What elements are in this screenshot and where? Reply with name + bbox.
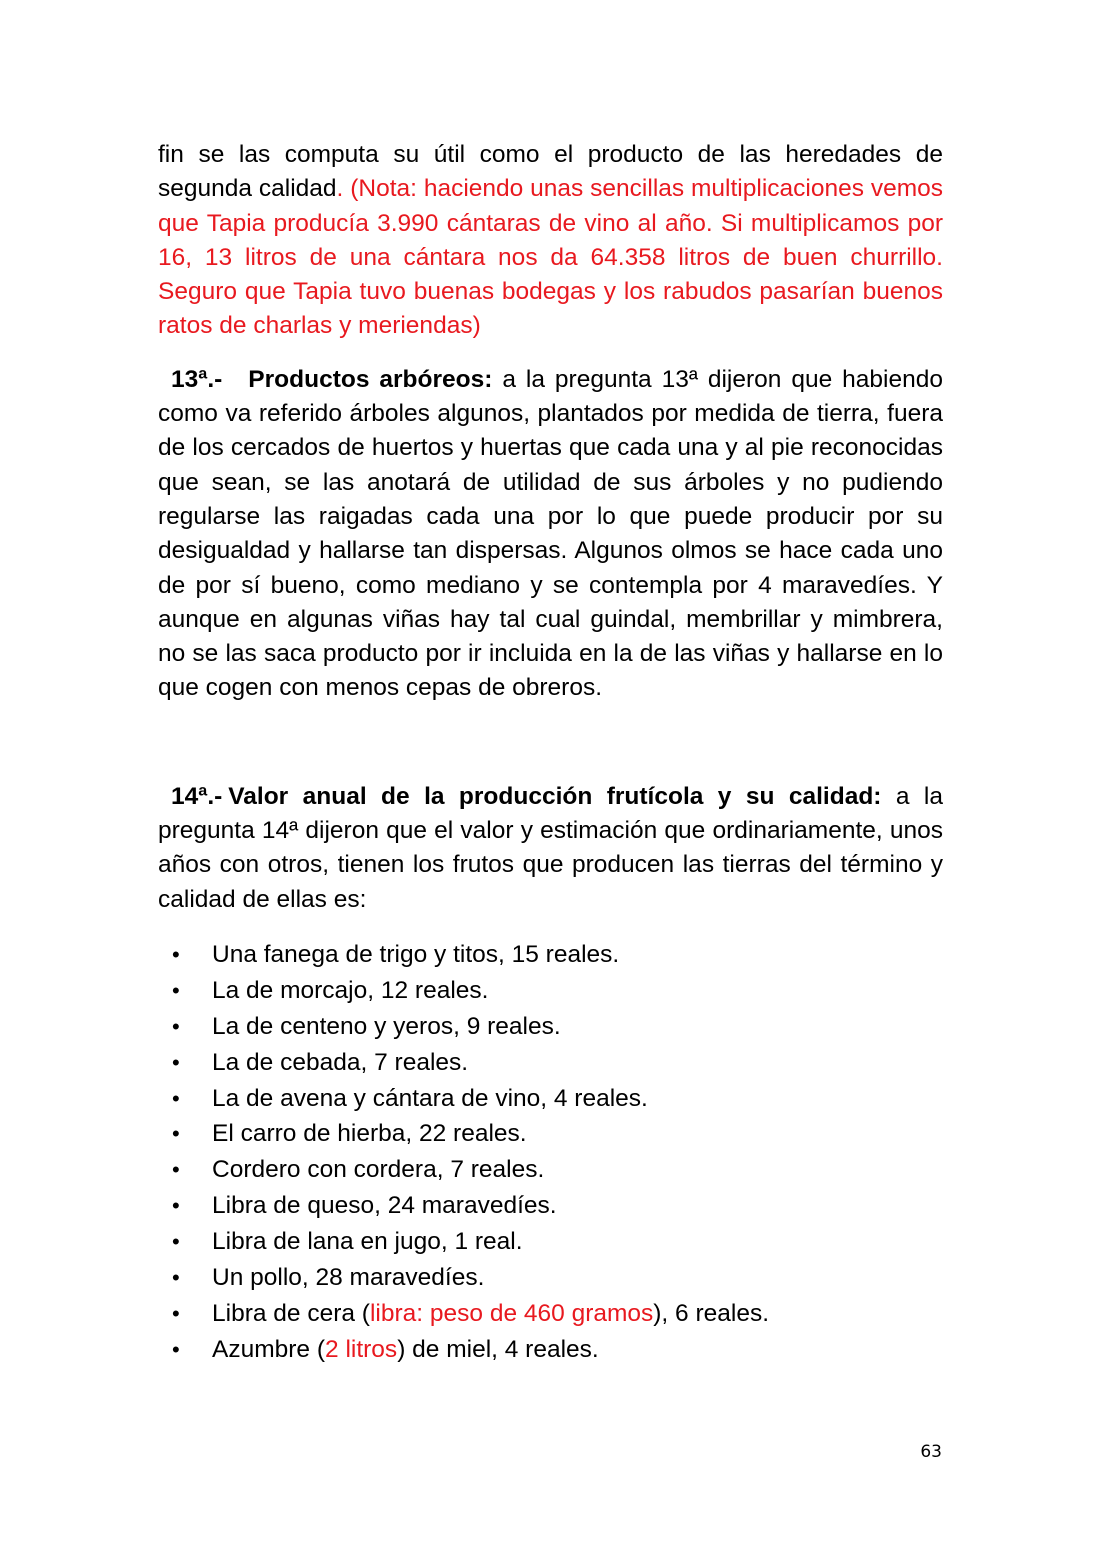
bullet-icon: • [172, 977, 180, 1003]
list-item-note: libra: peso de 460 gramos [369, 1300, 654, 1327]
list-item-text: La de centeno y yeros, 9 reales. [212, 1012, 561, 1040]
intro-period: . [336, 175, 344, 203]
list-item [158, 1152, 943, 1188]
section-14-heading: Valor anual de la producción frutícola y su calidad: [228, 782, 882, 810]
list-item [158, 1332, 943, 1368]
list-item [158, 1045, 943, 1081]
list-item-text: La de morcajo, 12 reales. [212, 976, 489, 1004]
list-item [158, 1188, 943, 1224]
bullet-icon: • [172, 1301, 180, 1326]
section-13-body: a la pregunta 13ª dijeron que habiendo como va referido árboles algunos, plantados por medida de tierra, fuera de los cercados de huertos y huertas que cada una y al pie reconocidas que sean, se las anotará de utilidad de sus árboles y no pudiendo regularse las raigadas cada una por lo que puede producir por su desigualdad y hallarse tan dispersas. Algunos olmos se hace cada uno de por sí bueno, como mediano y se contempla por 4 maravedíes. Y aunque en algunas viñas hay tal cual guindal, membrillar y mimbrera, no se las saca producto por ir incluida en la de las viñas y hallarse en lo que cogen con menos cepas de obreros. [158, 365, 943, 702]
list-item-text: La de cebada, 7 reales. [212, 1048, 469, 1076]
list-item-text: Un pollo, 28 maravedíes. [212, 1264, 485, 1292]
section-14-number: 14ª.- [171, 782, 223, 810]
bullet-icon: • [172, 1336, 180, 1362]
bullet-icon: • [172, 1229, 180, 1255]
intro-note: (Nota: haciendo unas sencillas multiplicaciones vemos que Tapia producía 3.990 cántaras de vino al año. Si multiplicamos por 16, 13 litros de una cántara nos da 64.358 litros de buen churrillo. Seguro que Tapia tuvo buenas bodegas y los rabudos pasarían buenos ratos de charlas y meriendas) [158, 175, 943, 340]
list-item-text-after: ) de miel, 4 reales. [397, 1335, 599, 1363]
bullet-icon: • [172, 1049, 180, 1075]
section-13-heading: Productos arbóreos: [248, 365, 493, 393]
list-item [158, 1260, 943, 1296]
section-13-paragraph [158, 363, 943, 706]
list-item [158, 973, 943, 1009]
list-item-text: Libra de queso, 24 maravedíes. [212, 1192, 557, 1220]
list-item [158, 1296, 943, 1332]
list-item-text-before: Libra de cera ( [212, 1300, 370, 1327]
intro-text: fin se las computa su útil como el producto de las heredades de segunda calidad [158, 141, 943, 203]
bullet-icon: • [172, 1157, 180, 1183]
bullet-icon: • [172, 941, 180, 967]
document-page [158, 138, 943, 1368]
list-item-text-before: Azumbre ( [212, 1335, 326, 1363]
bullet-icon: • [172, 1193, 180, 1219]
section-14-body: a la pregunta 14ª dijeron que el valor y estimación que ordinariamente, unos años con otros, tienen los frutos que producen las tierras del término y calidad de ellas es: [158, 782, 943, 913]
list-item-text: Libra de lana en jugo, 1 real. [212, 1228, 523, 1256]
bullet-icon: • [172, 1121, 180, 1147]
list-item-text: La de avena y cántara de vino, 4 reales. [212, 1084, 648, 1112]
section-14-paragraph [158, 780, 943, 917]
list-item-text: Una fanega de trigo y titos, 15 reales. [212, 940, 620, 968]
section-13-number: 13ª.- [171, 365, 223, 393]
list-item [158, 1224, 943, 1260]
list-item [158, 1009, 943, 1045]
list-item [158, 1081, 943, 1117]
intro-paragraph [158, 138, 943, 344]
list-item-text: Cordero con cordera, 7 reales. [212, 1156, 545, 1184]
list-item [158, 1116, 943, 1152]
bullet-icon: • [172, 1085, 180, 1111]
list-item-text: El carro de hierba, 22 reales. [212, 1120, 527, 1148]
list-item [158, 937, 943, 973]
list-item-text-after: ), 6 reales. [653, 1300, 770, 1327]
bullet-icon: • [172, 1013, 180, 1039]
price-list [158, 937, 943, 1368]
list-item-note: 2 litros [325, 1335, 398, 1363]
page-number: 63 [920, 1442, 942, 1462]
bullet-icon: • [172, 1265, 180, 1291]
